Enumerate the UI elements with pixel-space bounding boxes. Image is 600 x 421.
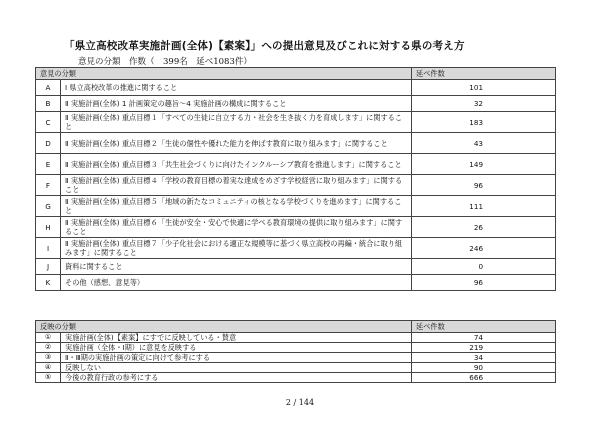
- table-row: [36, 175, 556, 196]
- reflection-category-table: [35, 320, 556, 383]
- header-count: 延べ件数: [412, 321, 556, 333]
- row-text: Ⅱ 実施計画(全体) 重点目標５「地域の新たなコミュニティの核となる学校づくりを進めます」に関すること: [61, 196, 412, 217]
- table-row: [36, 363, 556, 373]
- table-row: [36, 217, 556, 238]
- row-count: 32: [412, 96, 556, 112]
- summary-line: 意見の分類 作数（ 399名 延べ1083件）: [78, 57, 252, 67]
- row-text: Ⅱ・Ⅲ期の実施計画の策定に向けて参考にする: [61, 353, 412, 363]
- table-row: [36, 154, 556, 175]
- row-code: ②: [36, 343, 61, 353]
- table-header: [36, 68, 556, 80]
- table-row: [36, 112, 556, 133]
- table-row: [36, 343, 556, 353]
- row-code: A: [36, 80, 61, 96]
- opinion-category-table: [35, 67, 556, 291]
- row-code: C: [36, 112, 61, 133]
- row-text: Ⅱ 実施計画(全体) 重点目標３「共生社会づくりに向けたインクルーシブ教育を推進します」に関すること: [61, 154, 412, 175]
- row-count: 96: [412, 175, 556, 196]
- table-row: [36, 259, 556, 275]
- row-text: 反映しない: [61, 363, 412, 373]
- row-code: F: [36, 175, 61, 196]
- row-text: Ⅱ 実施計画(全体) 重点目標１「すべての生徒に自立する力・社会を生き抜く力を育成します」に関すること: [61, 112, 412, 133]
- row-text: Ⅱ 実施計画(全体) 重点目標２「生徒の個性や優れた能力を伸ばす教育に取り組みます」に関すること: [61, 133, 412, 154]
- table-row: [36, 275, 556, 291]
- header-count: 延べ件数: [412, 68, 556, 80]
- row-text: Ⅱ 実施計画(全体) 重点目標６「生徒が安全・安心で快適に学べる教育環境の提供に取り組みます」に関すること: [61, 217, 412, 238]
- row-count: 101: [412, 80, 556, 96]
- row-count: 246: [412, 238, 556, 259]
- row-text: 今後の教育行政の参考にする: [61, 373, 412, 383]
- row-count: 34: [412, 353, 556, 363]
- row-count: 111: [412, 196, 556, 217]
- row-code: H: [36, 217, 61, 238]
- row-code: B: [36, 96, 61, 112]
- row-code: G: [36, 196, 61, 217]
- row-code: ⑤: [36, 373, 61, 383]
- row-code: E: [36, 154, 61, 175]
- row-text: 実施計画（全体・Ⅰ期）に意見を反映する: [61, 343, 412, 353]
- table-row: [36, 353, 556, 363]
- table-row: [36, 373, 556, 383]
- row-text: Ⅰ 県立高校改革の推進に関すること: [61, 80, 412, 96]
- row-count: 666: [412, 373, 556, 383]
- row-text: その他（感想、意見等）: [61, 275, 412, 291]
- document-title: 「県立高校改革実施計画(全体)【素案】」への提出意見及びこれに対する県の考え方: [64, 40, 465, 52]
- table-row: [36, 333, 556, 343]
- row-code: K: [36, 275, 61, 291]
- header-category: 反映の分類: [36, 321, 412, 333]
- table-row: [36, 238, 556, 259]
- row-count: 26: [412, 217, 556, 238]
- table-row: [36, 133, 556, 154]
- row-code: J: [36, 259, 61, 275]
- row-count: 90: [412, 363, 556, 373]
- row-code: D: [36, 133, 61, 154]
- row-count: 96: [412, 275, 556, 291]
- header-category: 意見の分類: [36, 68, 412, 80]
- row-code: ①: [36, 333, 61, 343]
- table-row: [36, 196, 556, 217]
- row-text: 実施計画(全体)【素案】にすでに反映している・賛意: [61, 333, 412, 343]
- row-code: I: [36, 238, 61, 259]
- table-row: [36, 80, 556, 96]
- row-count: 0: [412, 259, 556, 275]
- row-code: ③: [36, 353, 61, 363]
- row-count: 43: [412, 133, 556, 154]
- row-text: Ⅱ 実施計画(全体) 1 計画策定の趣旨～4 実施計画の構成に関すること: [61, 96, 412, 112]
- row-count: 149: [412, 154, 556, 175]
- row-text: Ⅱ 実施計画(全体) 重点目標７「少子化社会における適正な規模等に基づく県立高校の再編・統合に取り組みます」に関すること: [61, 238, 412, 259]
- row-count: 74: [412, 333, 556, 343]
- row-text: Ⅱ 実施計画(全体) 重点目標４「学校の教育目標の着実な達成をめざす学校経営に取り組みます」に関すること: [61, 175, 412, 196]
- table-row: [36, 96, 556, 112]
- row-count: 219: [412, 343, 556, 353]
- row-code: ④: [36, 363, 61, 373]
- table-header: [36, 321, 556, 333]
- row-text: 資料に関すること: [61, 259, 412, 275]
- row-count: 183: [412, 112, 556, 133]
- page-number: 2 / 144: [285, 398, 315, 407]
